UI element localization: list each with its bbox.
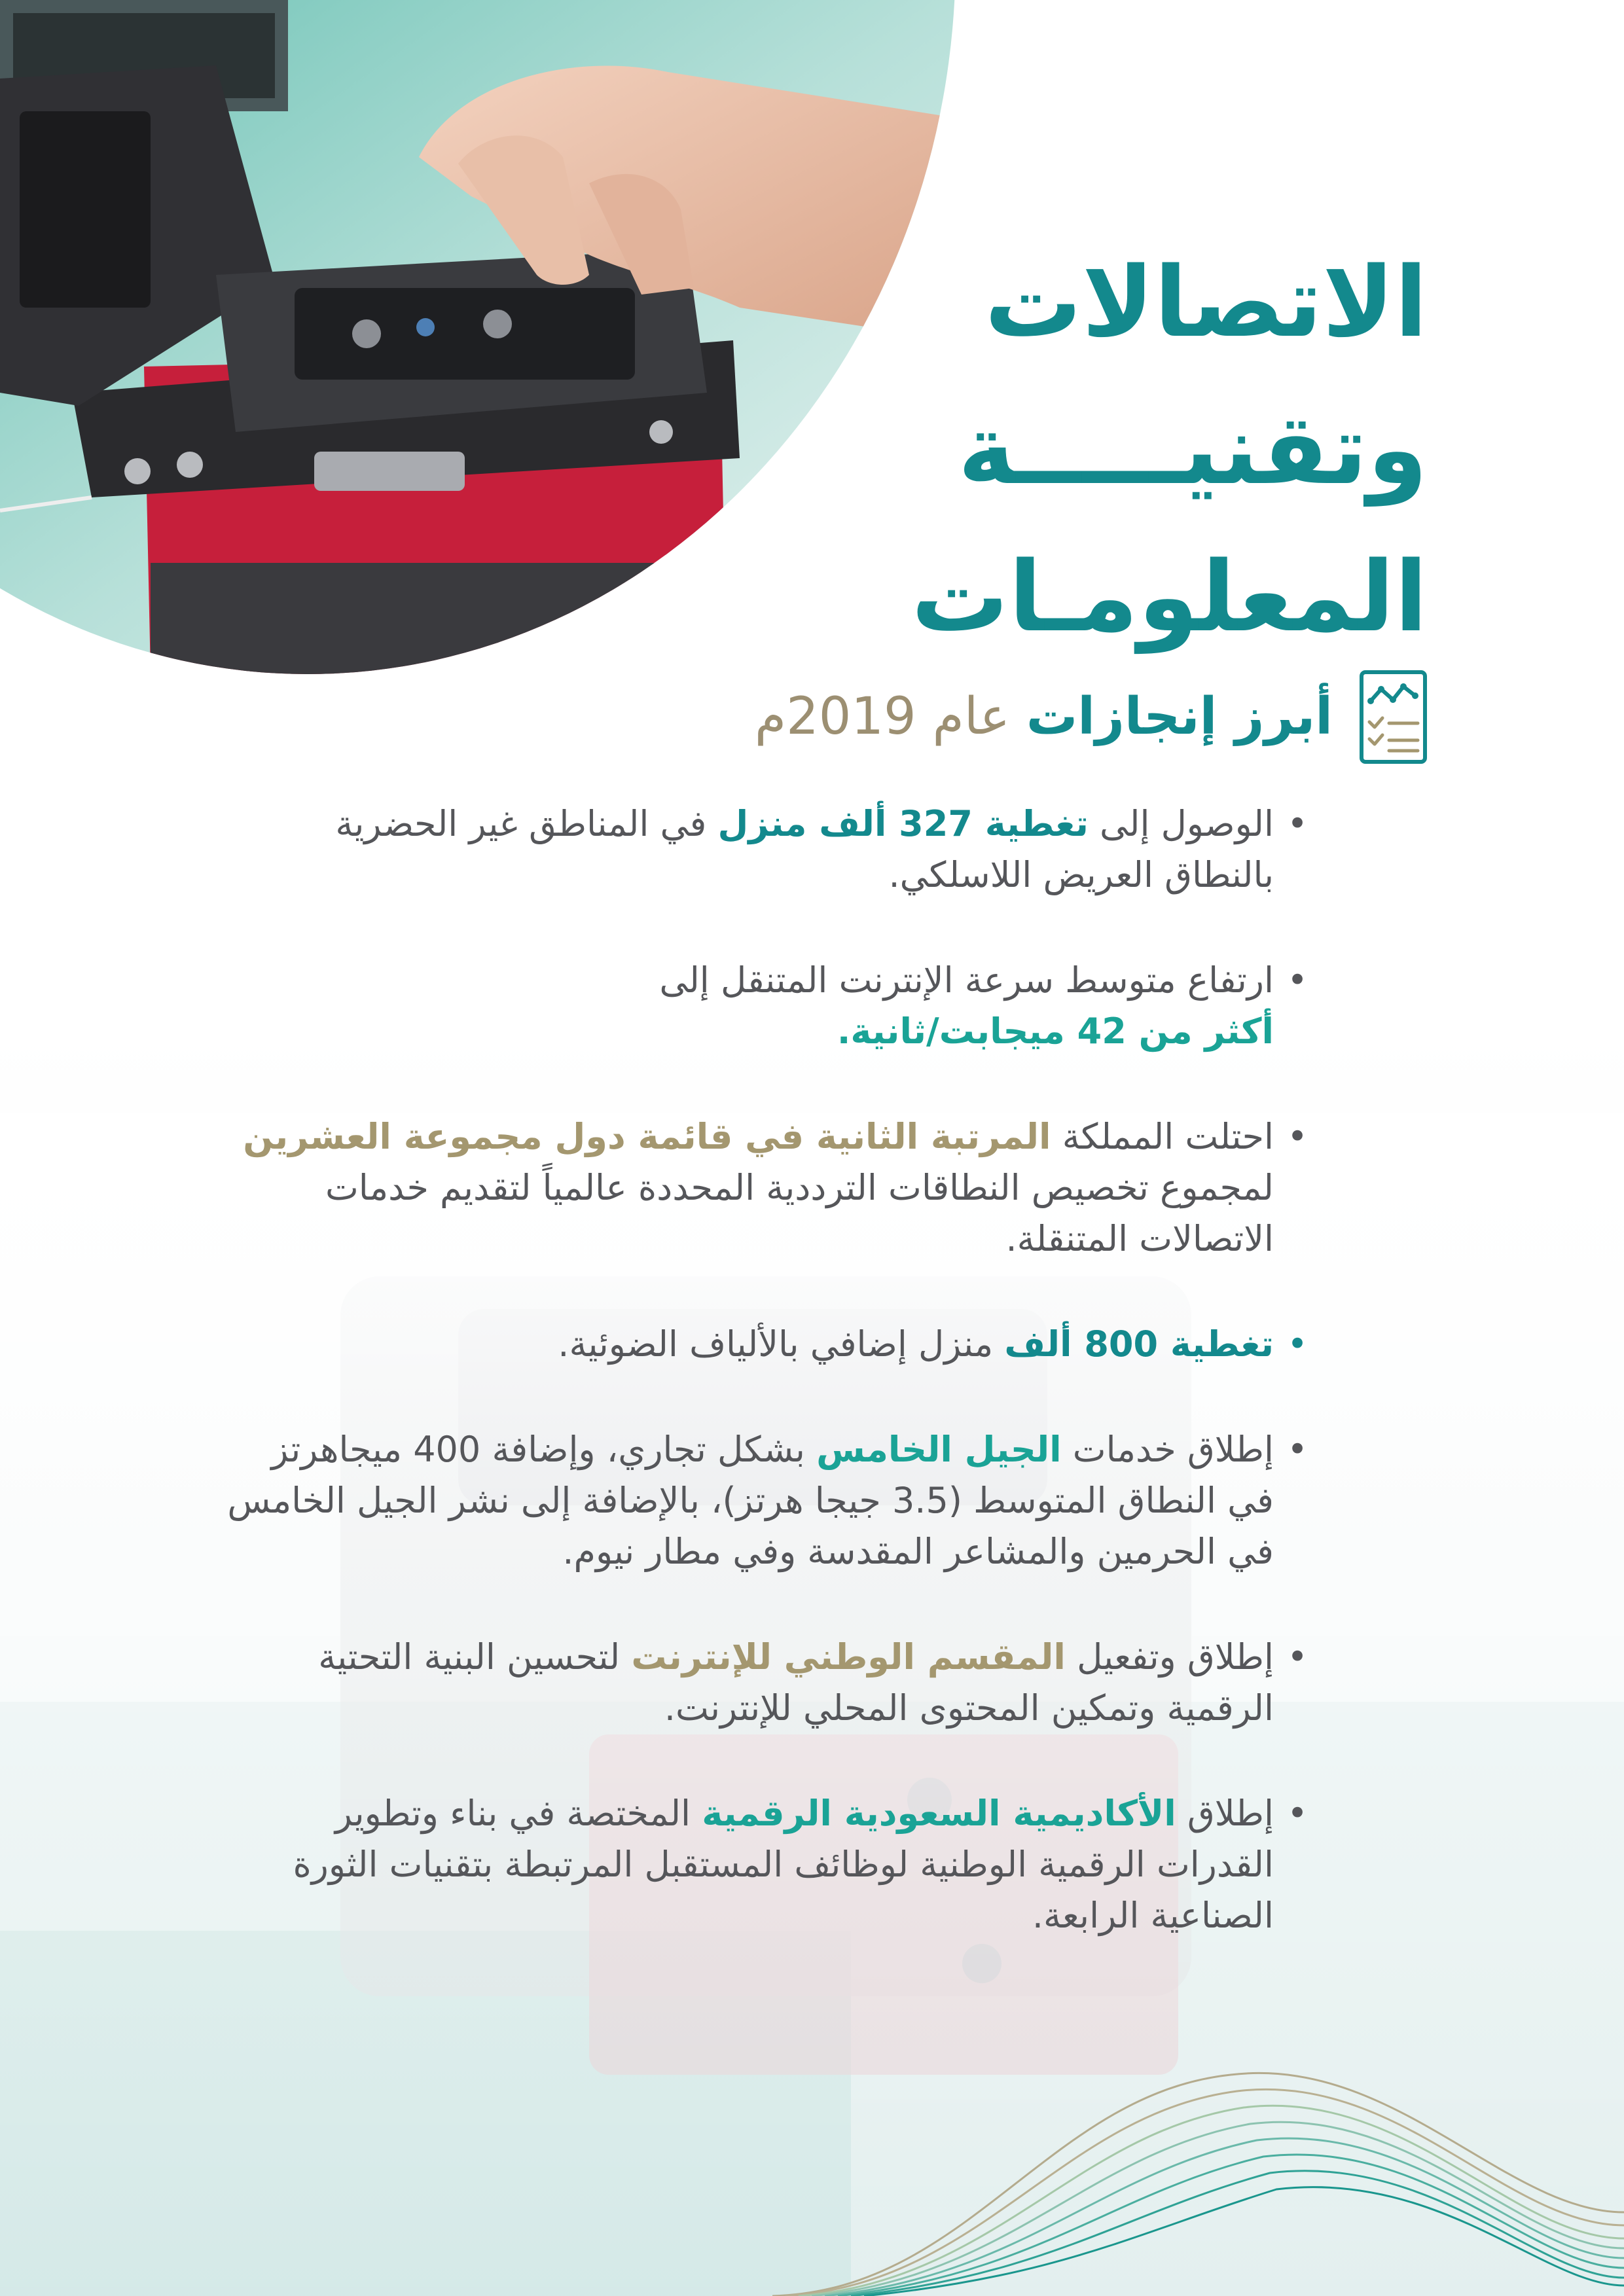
section-title-bold: أبرز إنجازات (1026, 687, 1333, 746)
title-line-3: المعلومـات (911, 541, 1428, 653)
decorative-waves (772, 2042, 1624, 2296)
list-item: • تغطية 800 ألف منزل إضافي بالألياف الضوئية. (226, 1319, 1274, 1370)
page-title (773, 229, 1428, 671)
list-item: • احتلت المملكة المرتبة الثانية في قائمة دول مجموعة العشرين لمجموع تخصيص النطاقات الترددية المحددة عالمياً لتقديم خدمات الاتصالات المتنقلة. (226, 1111, 1274, 1265)
title-line-2: وتقنيـــــة (958, 393, 1428, 506)
list-item: • الوصول إلى تغطية 327 ألف منزل في المناطق غير الحضرية بالنطاق العريض اللاسلكي. (226, 798, 1274, 901)
list-item: • إطلاق خدمات الجيل الخامس بشكل تجاري، وإضافة 400 ميجاهرتز في النطاق المتوسط (3.5 جيجا هرتز)، بالإضافة إلى نشر الجيل الخامس في الحرمين والمشاعر المقدسة وفي مطار نيوم. (226, 1424, 1274, 1577)
section-title (755, 687, 1333, 746)
list-item: • إطلاق الأكاديمية السعودية الرقمية المختصة في بناء وتطوير القدرات الرقمية الوطنية لوظائف المستقبل المرتبطة بتقنيات الثورة الصناعية الرابعة. (226, 1788, 1274, 1941)
achievements-list (226, 798, 1274, 1941)
section-title-year: عام 2019م (754, 687, 1026, 746)
section-header (755, 668, 1428, 766)
title-line-1: الاتصالات (984, 246, 1428, 359)
list-item: • إطلاق وتفعيل المقسم الوطني للإنترنت لتحسين البنية التحتية الرقمية وتمكين المحتوى المحلي للإنترنت. (226, 1632, 1274, 1734)
list-item: • ارتفاع متوسط سرعة الإنترنت المتنقل إلى أكثر من 42 ميجابت/ثانية. (226, 955, 1274, 1057)
chart-checklist-icon (1359, 670, 1428, 764)
